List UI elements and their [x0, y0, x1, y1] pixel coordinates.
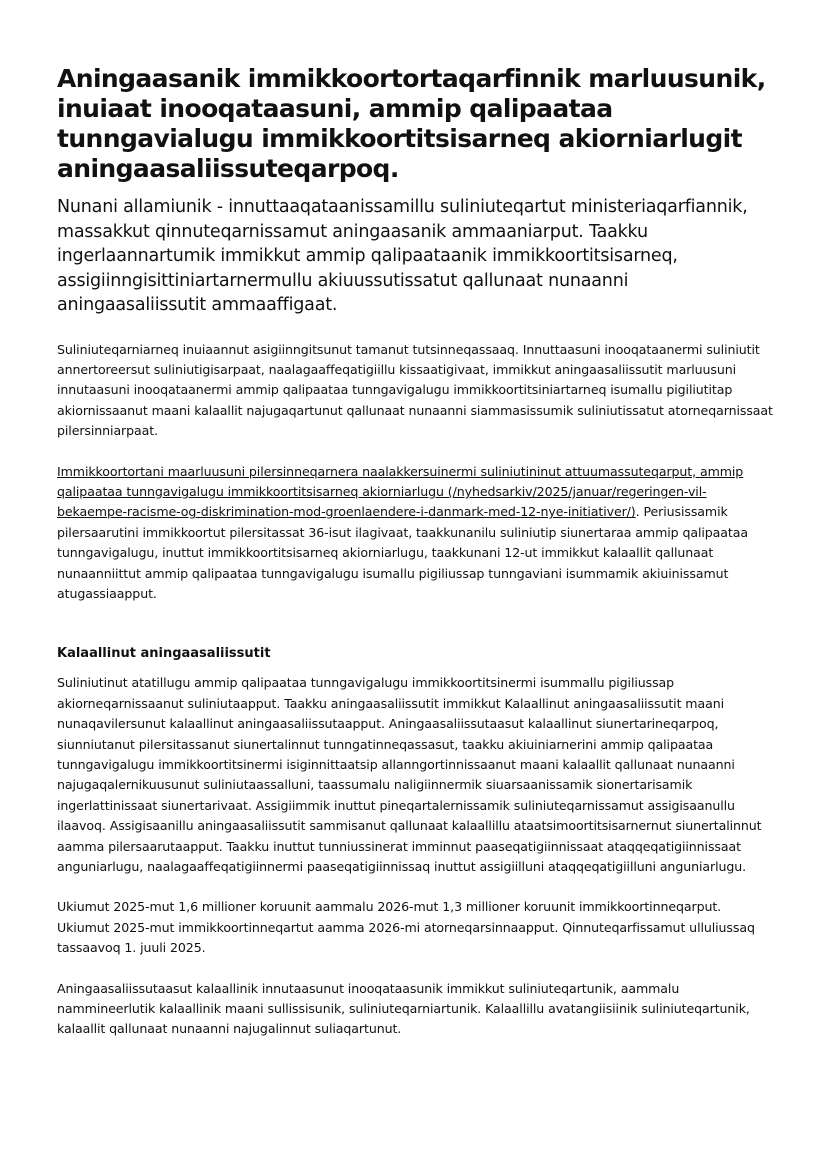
section-paragraph: Aningaasaliissutaasut kalaallinik innutaasunut inooqataasunik immikkut suliniuteqartunik, aammalu nammineerlutik kalaallinik maani sullissisunik, suliniuteqarniartunik. Kalaallillu avatangiisiinik suliniuteqartunik, kalaallit qallunaat nunaanni najugalinnut suliaqartunut.	[57, 980, 750, 1037]
lead-paragraph: Nunani allamiunik - innuttaaqataanissamillu suliniuteqartut ministeriaqarfiannik, massakkut qinnuteqarnissamut aningaasanik ammaaniarput. Taakku ingerlaannartumik immikkut ammip qalipaataanik immikkoortitsisarneq, assigiinngisittiniartarnermullu akiuussutissatut qallunaat nunaanni aningaasaliissutit ammaaffigaat.	[57, 197, 748, 315]
page-title: Aningaasanik immikkoortortaqarfinnik marluusunik, inuiaat inooqataasuni, ammip qalipaataa tunngavialugu immikkoortitsisarneq akiorniarlugit aningaasaliissuteqarpoq.	[57, 64, 766, 183]
section-spacer	[57, 624, 773, 644]
section-paragraph: Ukiumut 2025-mut 1,6 millioner koruunit aammalu 2026-mut 1,3 millioner koruunit immikkoortinneqarput. Ukiumut 2025-mut immikkoortinneqartut aamma 2026-mi atorneqarsinnaapput. Qinnuteqarfissamut ulluliussaq tassaavoq 1. juuli 2025.	[57, 899, 755, 956]
document-page	[57, 64, 773, 1060]
section-heading: Kalaallinut aningaasaliissutit	[57, 646, 271, 662]
section-paragraph: Suliniutinut atatillugu ammip qalipaataa tunngavigalugu immikkoortitsinermi isummallu pigiliussap akiorneqarnissaanut suliniutaapput. Taakku aningaasaliissutit immikkut Kalaallinut aningaasaliissutit maani nunaqavilersunut kalaallinut aningaasaliissutaapput. Aningaasaliissutaasut kalaallinut siunertarineqarpoq, siunniutanut pilersitassanut siunertalinnut tunngatinneqassasut, taakku akiuiniarnerini ammip qalipaataa tunngavigalugu immikkoortitsinermi isiginnittaatsip allanngortinnissaanut maani kalaallit qallunaat nunaanni najugaqalernikuusunut suliniutaassalluni, taassumalu naligiinnermik siuarsaanissamik sionertarisamik ingerlattinissaat siunertarivaat. Assigiimmik inuttut pineqartalernissamik suliniuteqarnissamut assigisaanullu ilaavoq. Assigisaanillu aningaasaliissutit sammisanut qallunaat kalaallillu ataatsimoortitsisarnernut siunertalinnut aamma pilersaarutaapput. Taakku inuttut tunniussinerat imminnut paaseqatigiinnissaat ataqqeqatigiinnissaat anguniarlugu, naalagaaffeqatigiinnermi paaseqatigiinnissaq inuttut assigiilluni ataqqeqatigiilluni anguniarlugu.	[57, 675, 762, 875]
intro-paragraph: Suliniuteqarniarneq inuiaannut asigiinngitsunut tamanut tutsinneqassaaq. Innuttaasuni inooqataanermi suliniutit annertoreersut suliniutigisarpaat, naalagaaffeqatigiillu kissaatigivaat, immikkut aningaasaliissutit marluusuni innutaasuni inooqataanermi ammip qalipaataa tunngavigalugu immikkoortitsiniartarneq isumallu pigiliutitap akiornissaanut maani kalaallit najugaqartunut qallunaat nunaanni siammasissumik suliniutissatut atorneqarnissaat pilersinniarpaat.	[57, 341, 773, 439]
initiative-paragraph-text: . Periusissamik pilersaarutini immikkoortut pilersitassat 36-isut ilagivaat, taakkunanilu suliniutip siunertaraa ammip qalipaataa tunngavigalugu, inuttut immikkoortitsisarneq akiorniarlugu, taakkunani 12-ut immikkut kalaallit qallunaat nunaanniittut ammip qalipaataa tunngavigalugu isumallu pigiliussap tunngaviani isummamik akiuinissamut atugassiaapput.	[57, 504, 748, 601]
initiative-link[interactable]: Immikkoortortani maarluusuni pilersinneqarnera naalakkersuinermi suliniutininut attuumassuteqarput, ammip qalipaataa tunngavigalugu immikkoortitsisarneq akiorniarlugu (/nyhedsarkiv/2025/januar/regeringen-vil-bekaempe-racisme-og-diskrimination-mod-groenlaendere-i-danmark-med-12-nye-initiativer/)	[57, 463, 744, 520]
initiative-paragraph	[57, 462, 773, 605]
